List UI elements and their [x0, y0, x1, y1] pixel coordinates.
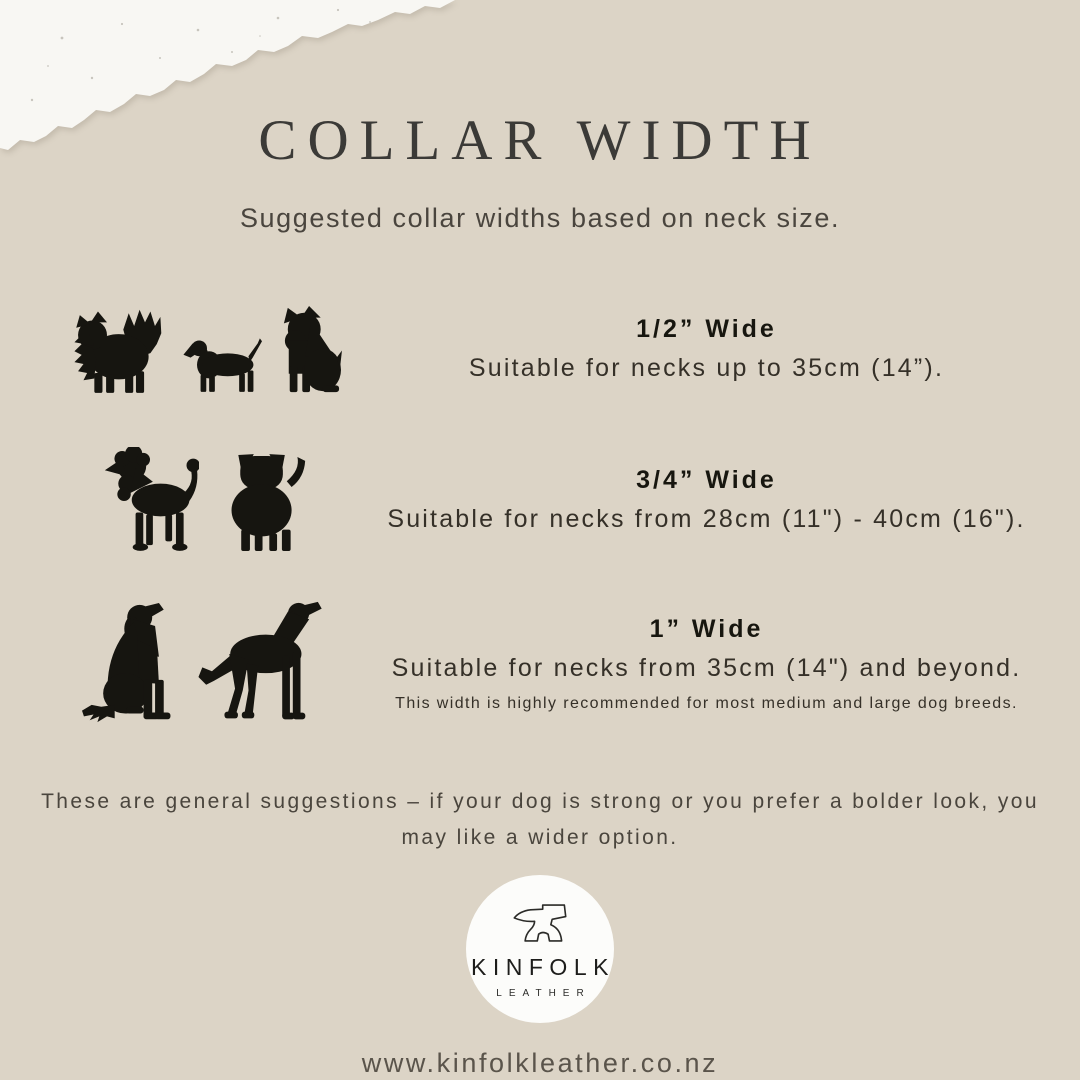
three-quarter-inch-description: Suitable for necks from 28cm (11") - 40cm (16").: [387, 505, 1026, 533]
size-row-one-inch: [0, 588, 1080, 740]
three-quarter-inch-text: [375, 466, 1080, 534]
poodle-icon: [101, 447, 199, 553]
one-inch-description: Suitable for necks from 35cm (14") and beyond.: [391, 654, 1022, 682]
half-inch-text: [375, 315, 1080, 383]
logo-brand-text: KINFOLK: [471, 954, 615, 981]
dachshund-icon: [182, 336, 262, 395]
logo-sub-text: LEATHER: [496, 988, 591, 1000]
half-inch-description: Suitable for necks up to 35cm (14”).: [468, 354, 945, 382]
size-row-half-inch: [0, 296, 1080, 402]
size-row-three-quarter-inch: [0, 440, 1080, 560]
three-quarter-inch-heading: 3/4” Wide: [636, 466, 777, 494]
header: [0, 0, 1080, 234]
small-dogs-icons: [0, 304, 375, 395]
one-inch-subnote: This width is highly recommended for most medium and large dog breeds.: [395, 695, 1018, 712]
jack-russell-icon: [217, 452, 310, 553]
retriever-sitting-icon: [82, 599, 182, 729]
size-guide-rows: [0, 296, 1080, 740]
general-suggestions-note: These are general suggestions – if your dog is strong or you prefer a bolder look, you may like a wider option.: [41, 790, 1039, 849]
anvil-icon: [507, 899, 573, 945]
dog-standing-icon: [194, 600, 330, 729]
one-inch-text: [375, 615, 1080, 713]
yorkshire-terrier-icon: [280, 306, 342, 395]
one-inch-heading: 1” Wide: [649, 615, 764, 643]
page-title: COLLAR WIDTH: [258, 109, 822, 172]
half-inch-heading: 1/2” Wide: [636, 315, 777, 343]
page-subtitle: Suggested collar widths based on neck size.: [239, 203, 841, 233]
medium-dogs-icons: [0, 447, 375, 553]
large-dogs-icons: [0, 599, 375, 729]
kinfolk-logo: [466, 875, 614, 1023]
website-url: www.kinfolkleather.co.nz: [361, 1048, 719, 1079]
pomeranian-icon: [69, 304, 164, 395]
